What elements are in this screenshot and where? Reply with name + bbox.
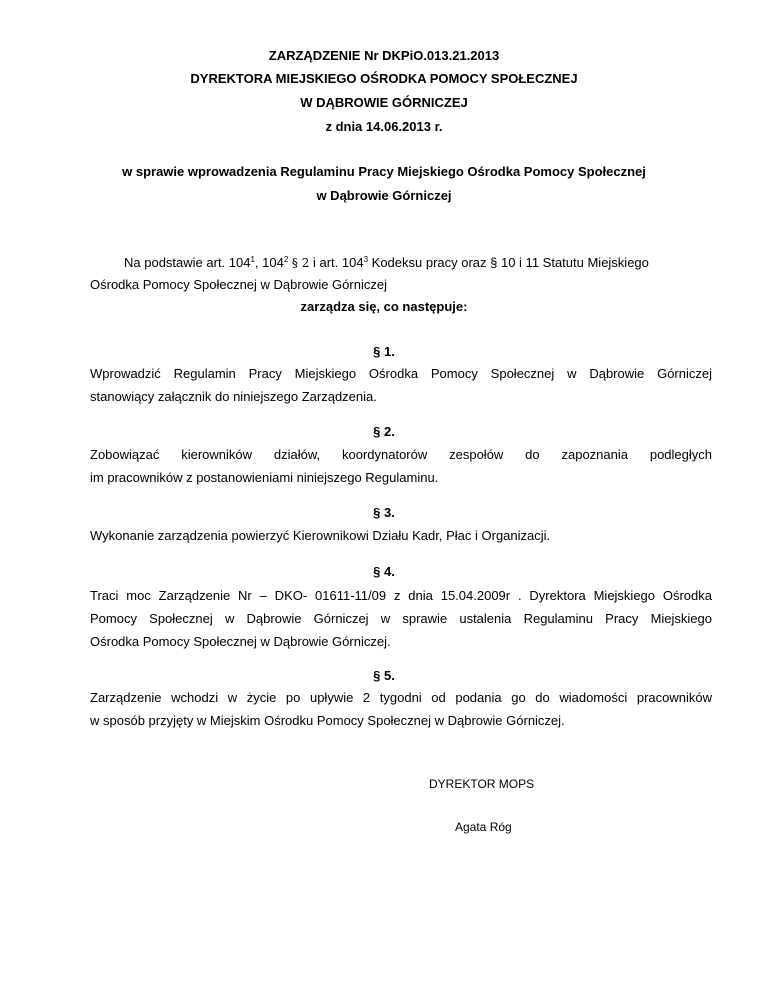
section-2-heading: § 2. [373,424,395,439]
issuer-title: DYREKTORA MIEJSKIEGO OŚRODKA POMOCY SPOŁECZNEJ [190,71,578,86]
section-4-line-3: Ośrodka Pomocy Społecznej w Dąbrowie Górniczej. [90,634,391,649]
subject-line-2: w Dąbrowie Górniczej [316,188,452,203]
section-1-heading: § 1. [373,344,395,359]
preamble-line-1: Na podstawie art. $104^1$, $104^2$ § 2 i art. $104^3$ Kodeksu pracy oraz § 10 i 11 Statutu Miejskiego [124,255,649,270]
signature-name: Agata Róg [455,820,512,834]
issuer-location: W DĄBROWIE GÓRNICZEJ [300,95,468,110]
preamble-line-2: Ośrodka Pomocy Społecznej w Dąbrowie Górniczej [90,277,387,292]
section-1-line-1: Wprowadzić Regulamin Pracy Miejskiego Ośrodka Pomocy Społecznej w Dąbrowie Górniczej [90,366,712,381]
section-4-line-2: Pomocy Społecznej w Dąbrowie Górniczej w sprawie ustalenia Regulaminu Pracy Miejskiego [90,611,712,626]
section-3-heading: § 3. [373,505,395,520]
decree-date: z dnia 14.06.2013 r. [325,119,443,134]
section-2-line-1: Zobowiązać kierowników działów, koordynatorów zespołów do zapoznania podległych [90,447,712,462]
decree-number: ZARZĄDZENIE Nr DKPiO.013.21.2013 [268,48,500,63]
section-4-line-1: Traci moc Zarządzenie Nr – DKO- 01611-11/09 z dnia 15.04.2009r . Dyrektora Miejskiego Ośrodka [90,588,712,603]
section-5-heading: § 5. [373,668,395,683]
section-5-line-1: Zarządzenie wchodzi w życie po upływie 2 tygodni od podania go do wiadomości pracowników [90,690,712,705]
section-4-heading: § 4. [373,564,395,579]
decree-clause: zarządza się, co następuje: [300,299,468,314]
subject-line-1: w sprawie wprowadzenia Regulaminu Pracy Miejskiego Ośrodka Pomocy Społecznej [122,164,646,179]
signature-title: DYREKTOR MOPS [429,777,535,791]
section-1-line-2: stanowiący załącznik do niniejszego Zarządzenia. [90,389,377,404]
section-3-line-1: Wykonanie zarządzenia powierzyć Kierownikowi Działu Kadr, Płac i Organizacji. [90,528,551,543]
section-5-line-2: w sposób przyjęty w Miejskim Ośrodku Pomocy Społecznej w Dąbrowie Górniczej. [90,713,565,728]
section-2-line-2: im pracowników z postanowieniami niniejszego Regulaminu. [90,470,439,485]
